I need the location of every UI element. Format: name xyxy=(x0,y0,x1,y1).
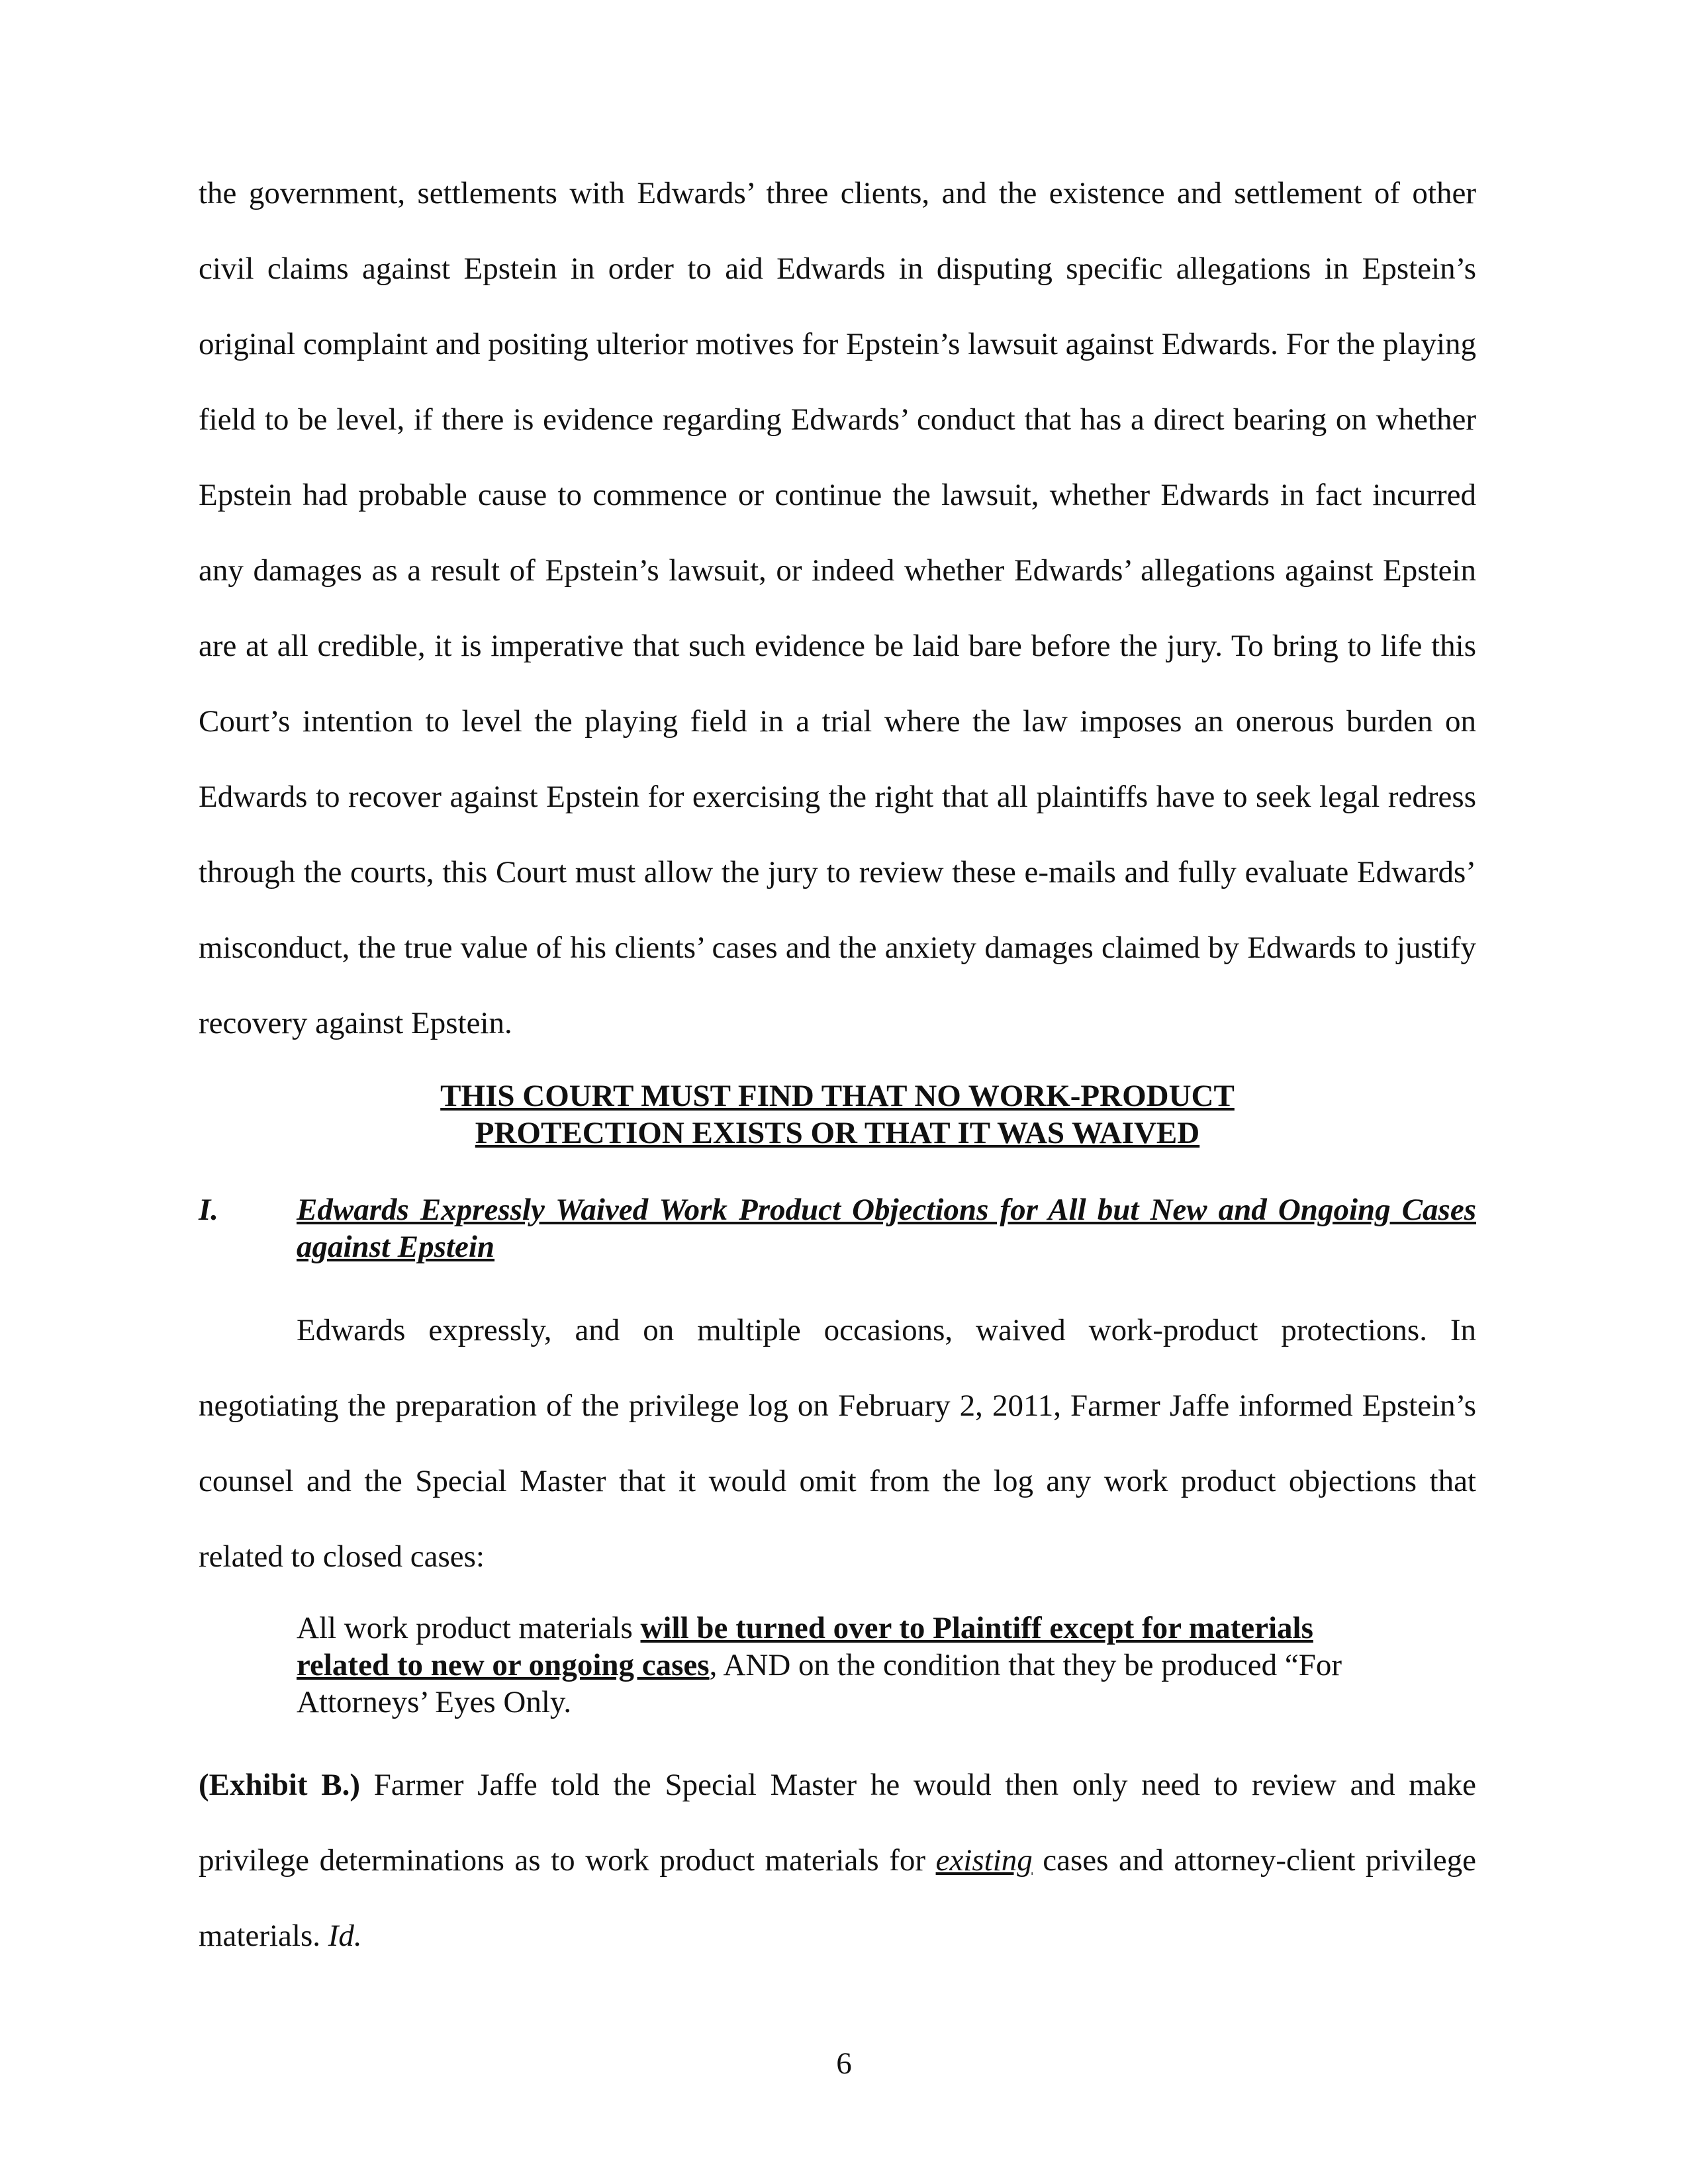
body-paragraph-1: the government, settlements with Edwards’ three clients, and the existence and settlement of other civil claims against Epstein in order to aid Edwards in disputing specific allegations in Epstein’s original complaint and positing ulterior motives for Epstein’s lawsuit against Edwards. For the playing field to be level, if there is evidence regarding Edwards’ conduct that has a direct bearing on whether Epstein had probable cause to commence or continue the lawsuit, whether Edwards in fact incurred any damages as a result of Epstein’s lawsuit, or indeed whether Edwards’ allegations against Epstein are at all credible, it is imperative that such evidence be laid bare before the jury. To bring to life this Court’s intention to level the playing field in a trial where the law imposes an onerous burden on Edwards to recover against Epstein for exercising the right that all plaintiffs have to seek legal redress through the courts, this Court must allow the jury to review these e-mails and fully evaluate Edwards’ misconduct, the true value of his clients’ cases and the anxiety damages claimed by Edwards to justify recovery against Epstein. xyxy=(199,176,1476,1040)
page-number: 6 xyxy=(836,2046,852,2081)
section-heading-line-1: THIS COURT MUST FIND THAT NO WORK-PRODUCT xyxy=(440,1079,1235,1113)
section-heading-line-2: PROTECTION EXISTS OR THAT IT WAS WAIVED xyxy=(475,1116,1200,1150)
subsection-title: Edwards Expressly Waived Work Product Objections for All but New and Ongoing Cases against Epstein xyxy=(297,1193,1476,1264)
paragraph-3-emphasis: existing xyxy=(935,1843,1033,1878)
citation-id: Id. xyxy=(328,1919,362,1953)
paragraph-3-text-start: Farmer Jaffe told the Special Master he would then only need to review and make privilege determinations as to work product materials for xyxy=(199,1768,1476,1878)
quote-text-end: , AND on the condition that they be produced “For Attorneys’ Eyes Only. xyxy=(297,1648,1342,1719)
body-paragraph-3 xyxy=(199,1747,1476,1974)
body-paragraph-2: Edwards expressly, and on multiple occasions, waived work-product protections. In negotiating the preparation of the privilege log on February 2, 2011, Farmer Jaffe informed Epstein’s counsel and the Special Master that it would omit from the log any work product objections that related to closed cases: xyxy=(199,1313,1476,1574)
subsection-number: I. xyxy=(199,1193,219,1227)
quote-text-start: All work product materials xyxy=(297,1611,641,1645)
paragraph-3-text-end: cases and attorney-client privilege materials. xyxy=(199,1843,1477,1953)
exhibit-reference: (Exhibit B.) xyxy=(199,1768,361,1802)
quote-emphasis: will be turned over to Plaintiff except for materials related to new or ongoing cases xyxy=(297,1611,1313,1682)
section-heading xyxy=(199,1077,1476,1152)
block-quote xyxy=(297,1610,1382,1721)
